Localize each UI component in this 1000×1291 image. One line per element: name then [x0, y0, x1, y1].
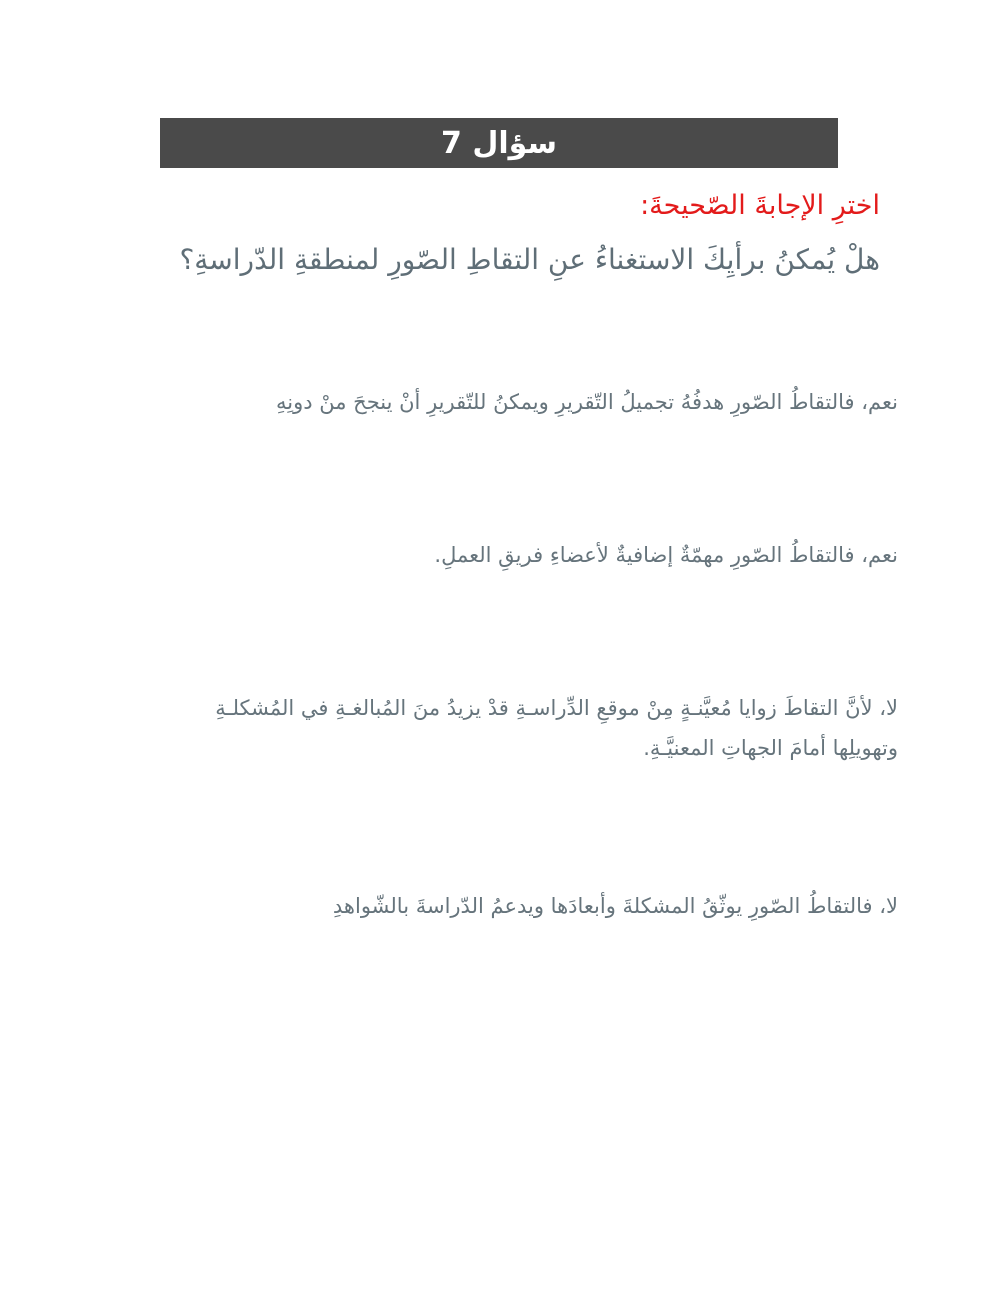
answer-option-3[interactable]: لا، لأنَّ التقاطَ زوايا مُعيَّنـةٍ مِنْ موقعِ الدِّراسـةِ قدْ يزيدُ منَ المُبالغـةِ في المُشكلـةِ وتهويلِها أمامَ الجهاتِ المعنيَّـةِ. — [215, 696, 898, 760]
answer-option-1[interactable]: نعم، فالتقاطُ الصّورِ هدفُهُ تجميلُ التّقريرِ ويمكنُ للتّقريرِ أنْ ينجحَ منْ دونِهِ — [275, 390, 898, 414]
instruction-text: اخترِ الإجابةَ الصّحيحةَ: — [640, 190, 880, 221]
answer-option-4[interactable]: لا، فالتقاطُ الصّورِ يوثّقُ المشكلةَ وأبعادَها ويدعمُ الدّراسةَ بالشّواهدِ — [332, 894, 898, 918]
question-title: سؤال 7 — [441, 125, 557, 161]
question-text: هلْ يُمكنُ برأيِكَ الاستغناءُ عنِ التقاطِ الصّورِ لمنطقةِ الدّراسةِ؟ — [179, 243, 880, 276]
question-number-banner — [160, 118, 838, 168]
answer-option-2[interactable]: نعم، فالتقاطُ الصّورِ مهمّةٌ إضافيةٌ لأعضاءِ فريقِ العملِ. — [434, 543, 898, 567]
